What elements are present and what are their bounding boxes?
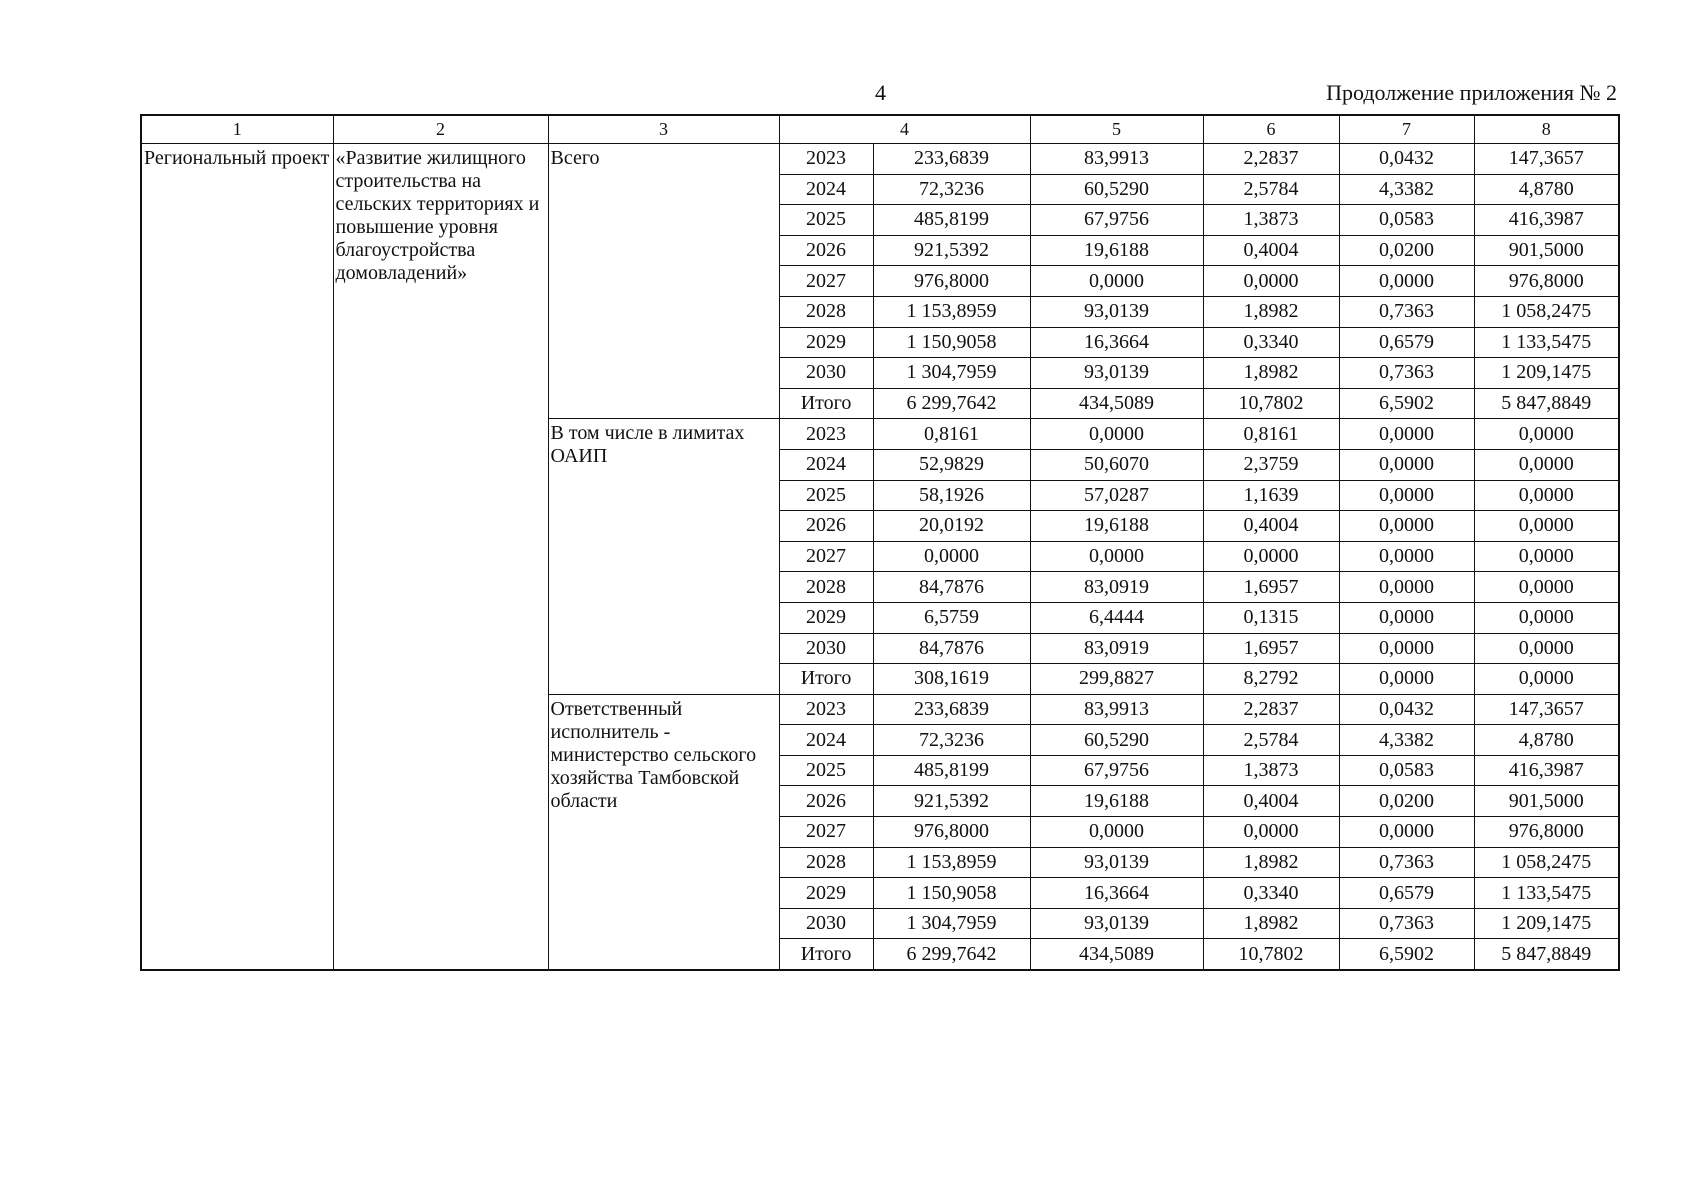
amount-cell: 20,0192 bbox=[873, 511, 1030, 542]
amount-cell: 1 150,9058 bbox=[873, 327, 1030, 358]
amount-cell: 0,0000 bbox=[1474, 541, 1619, 572]
amount-cell: 0,3340 bbox=[1203, 878, 1339, 909]
amount-cell: 1,3873 bbox=[1203, 205, 1339, 236]
amount-cell: 6,4444 bbox=[1030, 602, 1203, 633]
amount-cell: 0,0000 bbox=[1339, 449, 1474, 480]
amount-cell: 0,0000 bbox=[1339, 664, 1474, 695]
appendix-continuation-title: Продолжение приложения № 2 bbox=[1326, 80, 1617, 105]
column-number-1: 1 bbox=[141, 115, 333, 144]
amount-cell: 0,0000 bbox=[1339, 572, 1474, 603]
year-cell: 2030 bbox=[779, 358, 873, 389]
amount-cell: 83,9913 bbox=[1030, 694, 1203, 725]
amount-cell: 0,0200 bbox=[1339, 235, 1474, 266]
amount-cell: 93,0139 bbox=[1030, 847, 1203, 878]
amount-cell: 1 133,5475 bbox=[1474, 327, 1619, 358]
amount-cell: 1 058,2475 bbox=[1474, 296, 1619, 327]
year-cell: 2026 bbox=[779, 235, 873, 266]
amount-cell: 19,6188 bbox=[1030, 786, 1203, 817]
budget-table bbox=[140, 114, 1620, 971]
amount-cell: 1 304,7959 bbox=[873, 358, 1030, 389]
amount-cell: 0,3340 bbox=[1203, 327, 1339, 358]
amount-cell: 1,8982 bbox=[1203, 296, 1339, 327]
amount-cell: 2,2837 bbox=[1203, 694, 1339, 725]
amount-cell: 0,0000 bbox=[1030, 266, 1203, 297]
amount-cell: 84,7876 bbox=[873, 633, 1030, 664]
year-cell: 2023 bbox=[779, 144, 873, 175]
column-number-row bbox=[141, 115, 1619, 144]
amount-cell: 416,3987 bbox=[1474, 755, 1619, 786]
amount-cell: 233,6839 bbox=[873, 694, 1030, 725]
year-cell: Итого bbox=[779, 939, 873, 970]
amount-cell: 67,9756 bbox=[1030, 205, 1203, 236]
amount-cell: 1,1639 bbox=[1203, 480, 1339, 511]
amount-cell: 1 058,2475 bbox=[1474, 847, 1619, 878]
amount-cell: 93,0139 bbox=[1030, 358, 1203, 389]
year-cell: 2028 bbox=[779, 572, 873, 603]
amount-cell: 60,5290 bbox=[1030, 725, 1203, 756]
amount-cell: 0,0000 bbox=[1339, 511, 1474, 542]
amount-cell: 485,8199 bbox=[873, 205, 1030, 236]
year-cell: 2028 bbox=[779, 296, 873, 327]
amount-cell: 4,3382 bbox=[1339, 174, 1474, 205]
amount-cell: 1 209,1475 bbox=[1474, 908, 1619, 939]
year-cell: 2025 bbox=[779, 755, 873, 786]
year-cell: 2027 bbox=[779, 266, 873, 297]
amount-cell: 2,5784 bbox=[1203, 725, 1339, 756]
year-cell: 2028 bbox=[779, 847, 873, 878]
amount-cell: 485,8199 bbox=[873, 755, 1030, 786]
amount-cell: 72,3236 bbox=[873, 725, 1030, 756]
amount-cell: 19,6188 bbox=[1030, 511, 1203, 542]
amount-cell: 901,5000 bbox=[1474, 786, 1619, 817]
amount-cell: 0,8161 bbox=[873, 419, 1030, 450]
amount-cell: 10,7802 bbox=[1203, 939, 1339, 970]
amount-cell: 2,2837 bbox=[1203, 144, 1339, 175]
column-number-5: 5 bbox=[1030, 115, 1203, 144]
amount-cell: 1,6957 bbox=[1203, 633, 1339, 664]
table-header bbox=[141, 115, 1619, 144]
year-cell: Итого bbox=[779, 664, 873, 695]
amount-cell: 0,0000 bbox=[1474, 449, 1619, 480]
amount-cell: 0,0000 bbox=[1474, 602, 1619, 633]
amount-cell: 0,0000 bbox=[1339, 541, 1474, 572]
amount-cell: 1 304,7959 bbox=[873, 908, 1030, 939]
amount-cell: 0,0583 bbox=[1339, 205, 1474, 236]
year-cell: 2024 bbox=[779, 174, 873, 205]
amount-cell: 0,7363 bbox=[1339, 358, 1474, 389]
amount-cell: 0,4004 bbox=[1203, 235, 1339, 266]
amount-cell: 1,3873 bbox=[1203, 755, 1339, 786]
amount-cell: 50,6070 bbox=[1030, 449, 1203, 480]
year-cell: 2030 bbox=[779, 633, 873, 664]
amount-cell: 19,6188 bbox=[1030, 235, 1203, 266]
year-cell: 2029 bbox=[779, 327, 873, 358]
year-cell: 2025 bbox=[779, 480, 873, 511]
amount-cell: 0,0000 bbox=[1339, 480, 1474, 511]
amount-cell: 5 847,8849 bbox=[1474, 388, 1619, 419]
amount-cell: 16,3664 bbox=[1030, 878, 1203, 909]
amount-cell: 6,5759 bbox=[873, 602, 1030, 633]
amount-cell: 0,0000 bbox=[1030, 419, 1203, 450]
column-number-3: 3 bbox=[548, 115, 779, 144]
amount-cell: 0,7363 bbox=[1339, 847, 1474, 878]
year-cell: 2029 bbox=[779, 878, 873, 909]
amount-cell: 6 299,7642 bbox=[873, 939, 1030, 970]
amount-cell: 0,0432 bbox=[1339, 144, 1474, 175]
amount-cell: 0,0000 bbox=[1474, 633, 1619, 664]
amount-cell: 4,8780 bbox=[1474, 725, 1619, 756]
amount-cell: 4,8780 bbox=[1474, 174, 1619, 205]
amount-cell: 0,1315 bbox=[1203, 602, 1339, 633]
amount-cell: 0,7363 bbox=[1339, 908, 1474, 939]
amount-cell: 1 153,8959 bbox=[873, 847, 1030, 878]
funding-section-label: В том числе в лимитах ОАИП bbox=[548, 419, 779, 694]
measure-type-cell: Региональный проект bbox=[141, 144, 333, 971]
funding-section-label: Всего bbox=[548, 144, 779, 419]
amount-cell: 72,3236 bbox=[873, 174, 1030, 205]
year-cell: 2024 bbox=[779, 725, 873, 756]
amount-cell: 0,0000 bbox=[1339, 633, 1474, 664]
amount-cell: 83,9913 bbox=[1030, 144, 1203, 175]
amount-cell: 5 847,8849 bbox=[1474, 939, 1619, 970]
amount-cell: 83,0919 bbox=[1030, 572, 1203, 603]
amount-cell: 0,8161 bbox=[1203, 419, 1339, 450]
amount-cell: 0,0000 bbox=[1203, 266, 1339, 297]
amount-cell: 58,1926 bbox=[873, 480, 1030, 511]
amount-cell: 0,0000 bbox=[1339, 266, 1474, 297]
amount-cell: 976,8000 bbox=[1474, 817, 1619, 848]
amount-cell: 434,5089 bbox=[1030, 388, 1203, 419]
amount-cell: 0,0000 bbox=[1339, 419, 1474, 450]
amount-cell: 1 153,8959 bbox=[873, 296, 1030, 327]
amount-cell: 0,6579 bbox=[1339, 878, 1474, 909]
amount-cell: 0,0432 bbox=[1339, 694, 1474, 725]
table-body bbox=[141, 144, 1619, 971]
amount-cell: 147,3657 bbox=[1474, 694, 1619, 725]
amount-cell: 1 150,9058 bbox=[873, 878, 1030, 909]
amount-cell: 901,5000 bbox=[1474, 235, 1619, 266]
page-number: 4 bbox=[875, 80, 886, 105]
amount-cell: 0,0000 bbox=[1474, 419, 1619, 450]
amount-cell: 6 299,7642 bbox=[873, 388, 1030, 419]
project-name-cell: «Развитие жилищного строительства на сельских территориях и повышение уровня благоустройства домовладений» bbox=[333, 144, 548, 971]
amount-cell: 299,8827 bbox=[1030, 664, 1203, 695]
year-cell: 2029 bbox=[779, 602, 873, 633]
amount-cell: 16,3664 bbox=[1030, 327, 1203, 358]
amount-cell: 1,8982 bbox=[1203, 847, 1339, 878]
amount-cell: 233,6839 bbox=[873, 144, 1030, 175]
amount-cell: 0,0000 bbox=[1474, 572, 1619, 603]
amount-cell: 10,7802 bbox=[1203, 388, 1339, 419]
amount-cell: 67,9756 bbox=[1030, 755, 1203, 786]
year-cell: Итого bbox=[779, 388, 873, 419]
amount-cell: 0,0000 bbox=[1030, 541, 1203, 572]
amount-cell: 921,5392 bbox=[873, 235, 1030, 266]
amount-cell: 0,0000 bbox=[1203, 541, 1339, 572]
amount-cell: 1,8982 bbox=[1203, 908, 1339, 939]
amount-cell: 93,0139 bbox=[1030, 908, 1203, 939]
amount-cell: 976,8000 bbox=[873, 817, 1030, 848]
amount-cell: 0,0000 bbox=[1474, 511, 1619, 542]
amount-cell: 921,5392 bbox=[873, 786, 1030, 817]
amount-cell: 0,4004 bbox=[1203, 786, 1339, 817]
amount-cell: 976,8000 bbox=[1474, 266, 1619, 297]
amount-cell: 308,1619 bbox=[873, 664, 1030, 695]
column-number-4: 4 bbox=[779, 115, 1030, 144]
amount-cell: 60,5290 bbox=[1030, 174, 1203, 205]
amount-cell: 2,5784 bbox=[1203, 174, 1339, 205]
year-cell: 2026 bbox=[779, 786, 873, 817]
column-number-6: 6 bbox=[1203, 115, 1339, 144]
column-number-2: 2 bbox=[333, 115, 548, 144]
year-cell: 2030 bbox=[779, 908, 873, 939]
year-cell: 2023 bbox=[779, 419, 873, 450]
amount-cell: 976,8000 bbox=[873, 266, 1030, 297]
column-number-7: 7 bbox=[1339, 115, 1474, 144]
amount-cell: 0,0000 bbox=[873, 541, 1030, 572]
amount-cell: 2,3759 bbox=[1203, 449, 1339, 480]
amount-cell: 416,3987 bbox=[1474, 205, 1619, 236]
amount-cell: 0,0583 bbox=[1339, 755, 1474, 786]
year-cell: 2027 bbox=[779, 541, 873, 572]
amount-cell: 6,5902 bbox=[1339, 939, 1474, 970]
amount-cell: 434,5089 bbox=[1030, 939, 1203, 970]
amount-cell: 0,0000 bbox=[1339, 817, 1474, 848]
table-row bbox=[141, 144, 1619, 175]
amount-cell: 1,6957 bbox=[1203, 572, 1339, 603]
amount-cell: 57,0287 bbox=[1030, 480, 1203, 511]
year-cell: 2027 bbox=[779, 817, 873, 848]
amount-cell: 0,0000 bbox=[1474, 664, 1619, 695]
amount-cell: 147,3657 bbox=[1474, 144, 1619, 175]
funding-section-label: Ответственный исполнитель - министерство сельского хозяйства Тамбовской области bbox=[548, 694, 779, 970]
amount-cell: 1 133,5475 bbox=[1474, 878, 1619, 909]
amount-cell: 0,4004 bbox=[1203, 511, 1339, 542]
amount-cell: 0,7363 bbox=[1339, 296, 1474, 327]
amount-cell: 0,0000 bbox=[1203, 817, 1339, 848]
amount-cell: 8,2792 bbox=[1203, 664, 1339, 695]
amount-cell: 0,0200 bbox=[1339, 786, 1474, 817]
amount-cell: 4,3382 bbox=[1339, 725, 1474, 756]
amount-cell: 0,0000 bbox=[1474, 480, 1619, 511]
year-cell: 2025 bbox=[779, 205, 873, 236]
amount-cell: 0,6579 bbox=[1339, 327, 1474, 358]
amount-cell: 6,5902 bbox=[1339, 388, 1474, 419]
amount-cell: 0,0000 bbox=[1030, 817, 1203, 848]
amount-cell: 1,8982 bbox=[1203, 358, 1339, 389]
column-number-8: 8 bbox=[1474, 115, 1619, 144]
year-cell: 2023 bbox=[779, 694, 873, 725]
year-cell: 2024 bbox=[779, 449, 873, 480]
amount-cell: 0,0000 bbox=[1339, 602, 1474, 633]
amount-cell: 83,0919 bbox=[1030, 633, 1203, 664]
amount-cell: 1 209,1475 bbox=[1474, 358, 1619, 389]
amount-cell: 52,9829 bbox=[873, 449, 1030, 480]
amount-cell: 84,7876 bbox=[873, 572, 1030, 603]
year-cell: 2026 bbox=[779, 511, 873, 542]
amount-cell: 93,0139 bbox=[1030, 296, 1203, 327]
